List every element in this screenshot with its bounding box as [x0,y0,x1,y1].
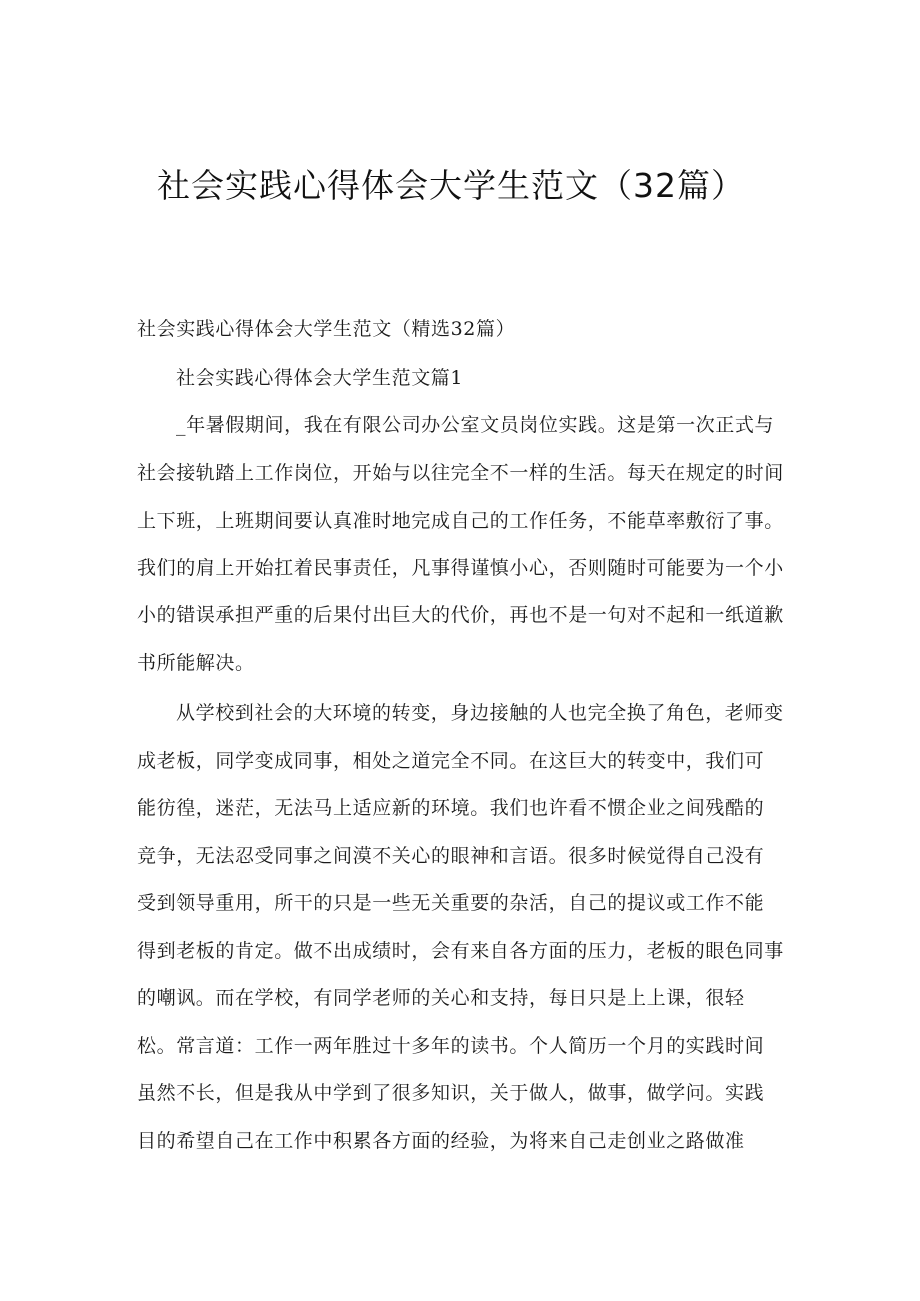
paragraph-line: 我们的肩上开始扛着民事责任，凡事得谨慎小心，否则随时可能要为一个小 [137,557,784,579]
section-heading: 社会实践心得体会大学生范文篇1 [176,367,464,389]
paragraph-line: 上下班，上班期间要认真准时地完成自己的工作任务，不能草率敷衍了事。 [137,510,784,532]
paragraph-line: 得到老板的肯定。做不出成绩时，会有来自各方面的压力，老板的眼色同事 [137,940,784,962]
paragraph-line: _年暑假期间，我在有限公司办公室文员岗位实践。这是第一次正式与 [176,414,775,436]
paragraph-line: 竞争，无法忍受同事之间漠不关心的眼神和言语。很多时候觉得自己没有 [137,845,765,867]
paragraph-line: 目的希望自己在工作中积累各方面的经验，为将来自己走创业之路做准 [137,1130,745,1152]
paragraph-line: 能彷徨，迷茫，无法马上适应新的环境。我们也许看不惯企业之间残酷的 [137,797,765,819]
paragraph-line: 成老板，同学变成同事，相处之道完全不同。在这巨大的转变中，我们可 [137,750,765,772]
paragraph-line: 小的错误承担严重的后果付出巨大的代价，再也不是一句对不起和一纸道歉 [137,604,784,626]
document-title: 社会实践心得体会大学生范文（32篇） [157,166,745,205]
paragraph-line: 松。常言道：工作一两年胜过十多年的读书。个人简历一个月的实践时间 [137,1035,765,1057]
paragraph-line: 书所能解决。 [137,652,255,674]
paragraph-line: 虽然不长，但是我从中学到了很多知识，关于做人，做事，做学问。实践 [137,1082,765,1104]
paragraph-line: 从学校到社会的大环境的转变，身边接触的人也完全换了角色，老师变 [176,702,784,724]
paragraph-line: 的嘲讽。而在学校，有同学老师的关心和支持，每日只是上上课，很轻 [137,987,745,1009]
paragraph-line: 社会接轨踏上工作岗位，开始与以往完全不一样的生活。每天在规定的时间 [137,462,784,484]
document-subtitle: 社会实践心得体会大学生范文（精选32篇） [137,318,516,340]
paragraph-line: 受到领导重用，所干的只是一些无关重要的杂活，自己的提议或工作不能 [137,892,765,914]
